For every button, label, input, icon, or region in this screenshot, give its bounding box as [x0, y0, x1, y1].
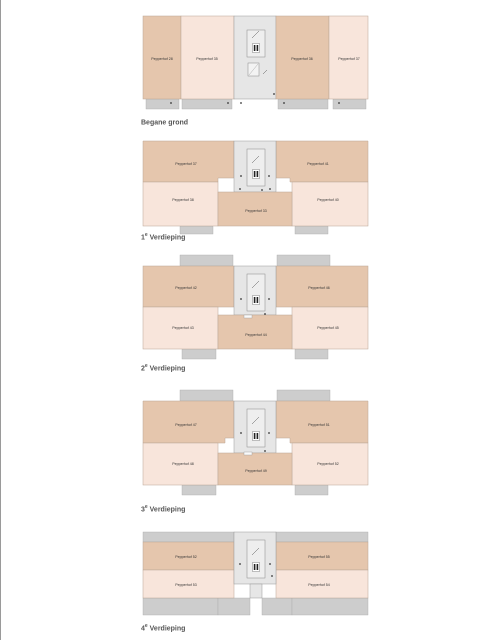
balcony — [180, 255, 233, 266]
unit-label: Pepperhof 28 — [151, 57, 173, 61]
elevator-icon — [253, 296, 260, 305]
unit-label: Pepperhof 42 — [175, 286, 197, 290]
unit-label: Pepperhof 43 — [172, 326, 194, 330]
balcony — [182, 485, 216, 495]
unit-label: Pepperhof 33 — [245, 209, 267, 213]
floor-3 — [143, 390, 368, 495]
balcony — [262, 598, 292, 615]
balcony — [182, 349, 216, 359]
unit-label: Pepperhof 51 — [308, 423, 330, 427]
balcony — [182, 99, 232, 109]
unit-label: Pepperhof 45 — [317, 326, 339, 330]
floor-label-2: 2e Verdieping — [141, 363, 186, 373]
balcony — [333, 99, 366, 109]
unit-label: Pepperhof 47 — [175, 423, 197, 427]
unit-dark — [218, 315, 292, 349]
unit-dark — [276, 401, 368, 443]
unit-label: Pepperhof 54 — [308, 583, 330, 587]
balcony — [276, 532, 368, 542]
balcony — [277, 390, 330, 401]
unit-label: Pepperhof 40 — [317, 198, 339, 202]
unit-label: Pepperhof 38 — [172, 198, 194, 202]
unit-label: Pepperhof 49 — [245, 469, 267, 473]
balcony — [218, 598, 250, 615]
unit-label: Pepperhof 52 — [175, 555, 197, 559]
elevator-icon — [253, 563, 260, 572]
floor-label-3: 3e Verdieping — [141, 504, 186, 514]
stairwell — [247, 149, 265, 186]
balcony — [146, 99, 179, 109]
balcony — [143, 598, 218, 615]
floor-1 — [143, 141, 368, 234]
unit-label: Pepperhof 52 — [317, 462, 339, 466]
balcony — [295, 349, 328, 359]
unit-label: Pepperhof 46 — [308, 286, 330, 290]
balcony — [180, 390, 233, 401]
balcony — [295, 485, 328, 495]
stair-core — [234, 16, 276, 99]
unit-label: Pepperhof 55 — [308, 555, 330, 559]
unit-light — [292, 182, 368, 226]
balcony — [292, 598, 368, 615]
unit-label: Pepperhof 37 — [338, 57, 360, 61]
floor-2 — [143, 255, 368, 359]
unit-label: Pepperhof 44 — [245, 333, 267, 337]
unit-label: Pepperhof 53 — [175, 583, 197, 587]
floor-begane-grond — [143, 16, 368, 109]
floor-label-4: 4e Verdieping — [141, 623, 186, 633]
unit-light — [143, 182, 218, 226]
unit-dark — [143, 401, 234, 443]
stairwell — [247, 409, 265, 447]
balcony — [295, 226, 328, 234]
elevator-icon — [253, 432, 260, 441]
stairwell — [247, 540, 265, 578]
unit-label: Pepperhof 48 — [172, 462, 194, 466]
core-passage — [250, 584, 262, 598]
unit-label: Pepperhof 35 — [196, 57, 218, 61]
unit-label: Pepperhof 41 — [307, 162, 329, 166]
floor-label-1: 1e Verdieping — [141, 232, 186, 242]
balcony — [143, 532, 234, 542]
unit-label: Pepperhof 37 — [175, 162, 197, 166]
elevator-icon — [253, 170, 260, 179]
balcony — [278, 99, 328, 109]
floor-label-begane-grond: Begane grond — [141, 119, 189, 127]
stairwell — [247, 274, 265, 311]
elevator-icon — [253, 44, 260, 53]
balcony — [277, 255, 330, 266]
unit-label: Pepperhof 36 — [291, 57, 313, 61]
floor-4 — [143, 532, 368, 615]
